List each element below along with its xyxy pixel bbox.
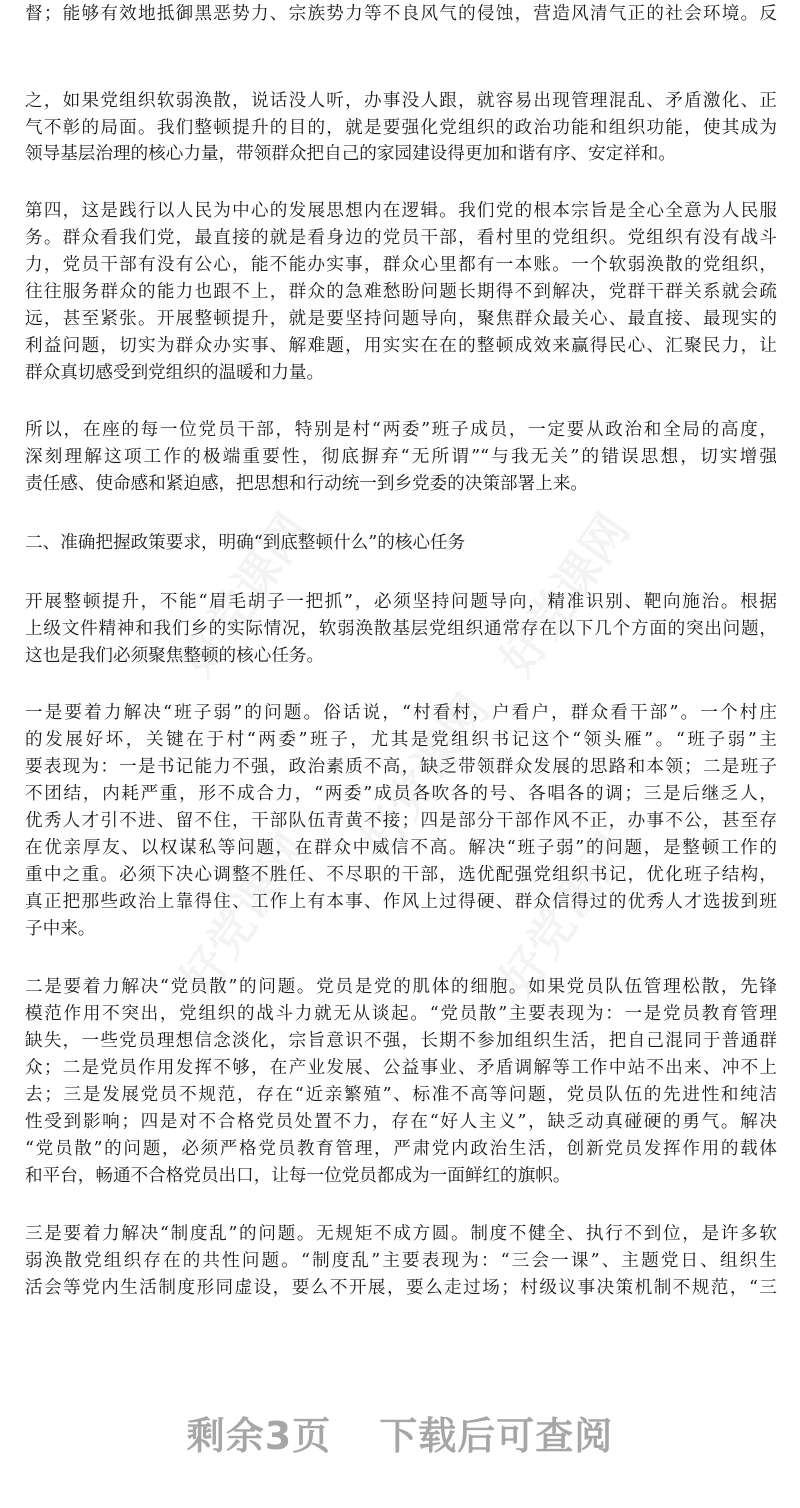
text-line: 力，党员干部有没有公心，能不能办实事，群众心里都有一本账。一个软弱涣散的党组织，	[25, 255, 777, 275]
text-line: 不团结，内耗严重，形不成合力，“两委”成员各吹各的号、各唱各的调；三是后继乏人，	[25, 784, 777, 804]
text-line: 一是要着力解决“班子弱”的问题。俗话说，“村看村，户看户，群众看干部”。一个村庄	[25, 703, 777, 723]
remaining-pages-label: 剩余3页	[186, 1414, 332, 1458]
text-line: 务。群众看我们党，最直接的就是看身边的党员干部，看村里的党组织。党组织有没有战斗	[25, 228, 777, 248]
text-line: 子中来。	[25, 919, 96, 939]
text-line: 模范作用不突出，党组织的战斗力就无从谈起。“党员散”主要表现为：一是党员教育管理	[25, 1004, 777, 1024]
download-to-view-label[interactable]: 下载后可查阅	[379, 1414, 614, 1458]
text-line: 要表现为：一是书记能力不强，政治素质不高，缺乏带领群众发展的思路和本领；二是班子	[25, 757, 777, 777]
text-line: 性受到影响；四是对不合格党员处置不力，存在“好人主义”，缺乏动真碰硬的勇气。解决	[25, 1112, 777, 1132]
text-line: 气不彰的局面。我们整顿提升的目的，就是要强化党组织的政治功能和组织功能，使其成为	[25, 118, 777, 138]
text-line: 重中之重。必须下决心调整不胜任、不尽职的干部，选优配强党组织书记，优化班子结构，	[25, 865, 777, 885]
text-line: 领导基层治理的核心力量，带领群众把自己的家园建设得更加和谐有序、安定祥和。	[25, 144, 676, 164]
text-line: 远，甚至紧张。开展整顿提升，就是要坚持问题导向，聚焦群众最关心、最直接、最现实的	[25, 309, 777, 329]
text-line: 之，如果党组织软弱涣散，说话没人听，办事没人跟，就容易出现管理混乱、矛盾激化、正	[25, 91, 777, 111]
text-line: 督；能够有效地抵御黑恶势力、宗族势力等不良风气的侵蚀，营造风清气正的社会环境。反	[25, 4, 777, 24]
text-line: 在优亲厚友、以权谋私等问题，在群众中威信不高。解决“班子弱”的问题，是整顿工作的	[25, 838, 777, 858]
text-line: 三是要着力解决“制度乱”的问题。无规矩不成方圆。制度不健全、执行不到位，是许多软	[25, 1224, 777, 1244]
text-line: 和平台，畅通不合格党员出口，让每一位党员都成为一面鲜红的旗帜。	[25, 1166, 571, 1186]
text-line: 利益问题，切实为群众办实事、解难题，用实实在在的整顿成效来赢得民心、汇聚民力，让	[25, 336, 777, 356]
text-line: “党员散”的问题，必须严格党员教育管理，严肃党内政治生活，创新党员发挥作用的载体	[25, 1139, 777, 1159]
text-line: 二、准确把握政策要求，明确“到底整顿什么”的核心任务	[25, 533, 466, 553]
text-line: 二是要着力解决“党员散”的问题。党员是党的肌体的细胞。如果党员队伍管理松散，先锋	[25, 977, 777, 997]
text-line: 众；二是党员作用发挥不够，在产业发展、公益事业、矛盾调解等工作中站不出来、冲不上	[25, 1058, 777, 1078]
text-line: 群众真切感受到党组织的温暖和力量。	[25, 363, 325, 383]
text-line: 往往服务群众的能力也跟不上，群众的急难愁盼问题长期得不到解决，党群干群关系就会疏	[25, 282, 777, 302]
text-line: 开展整顿提升，不能“眉毛胡子一把抓”，必须坚持问题导向，精准识别、靶向施治。根据	[25, 592, 777, 612]
text-line: 弱涣散党组织存在的共性问题。“制度乱”主要表现为：“三会一课”、主题党日、组织生	[25, 1251, 777, 1271]
text-line: 的发展好坏，关键在于村“两委”班子，尤其是党组织书记这个“领头雁”。“班子弱”主	[25, 730, 777, 750]
download-prompt[interactable]	[0, 1405, 800, 1460]
text-line: 优秀人才引不进、留不住，干部队伍青黄不接；四是部分干部作风不正，办事不公，甚至存	[25, 811, 777, 831]
text-line: 所以，在座的每一位党员干部，特别是村“两委”班子成员，一定要从政治和全局的高度，	[25, 420, 777, 440]
text-line: 上级文件精神和我们乡的实际情况，软弱涣散基层党组织通常存在以下几个方面的突出问题，	[25, 619, 777, 639]
text-line: 第四，这是践行以人民为中心的发展思想内在逻辑。我们党的根本宗旨是全心全意为人民服	[25, 201, 777, 221]
text-line: 缺失，一些党员理想信念淡化，宗旨意识不强，长期不参加组织生活，把自己混同于普通群	[25, 1031, 777, 1051]
text-line: 责任感、使命感和紧迫感，把思想和行动统一到乡党委的决策部署上来。	[25, 474, 589, 494]
text-line: 这也是我们必须聚焦整顿的核心任务。	[25, 646, 325, 666]
text-line: 深刻理解这项工作的极端重要性，彻底摒弃“无所谓”“与我无关”的错误思想，切实增强	[25, 447, 777, 467]
text-line: 去；三是发展党员不规范，存在“近亲繁殖”、标准不高等问题，党员队伍的先进性和纯洁	[25, 1085, 777, 1105]
text-line: 活会等党内生活制度形同虚设，要么不开展，要么走过场；村级议事决策机制不规范，“三	[25, 1278, 777, 1298]
text-line: 真正把那些政治上靠得住、工作上有本事、作风上过得硬、群众信得过的优秀人才选拔到班	[25, 892, 777, 912]
